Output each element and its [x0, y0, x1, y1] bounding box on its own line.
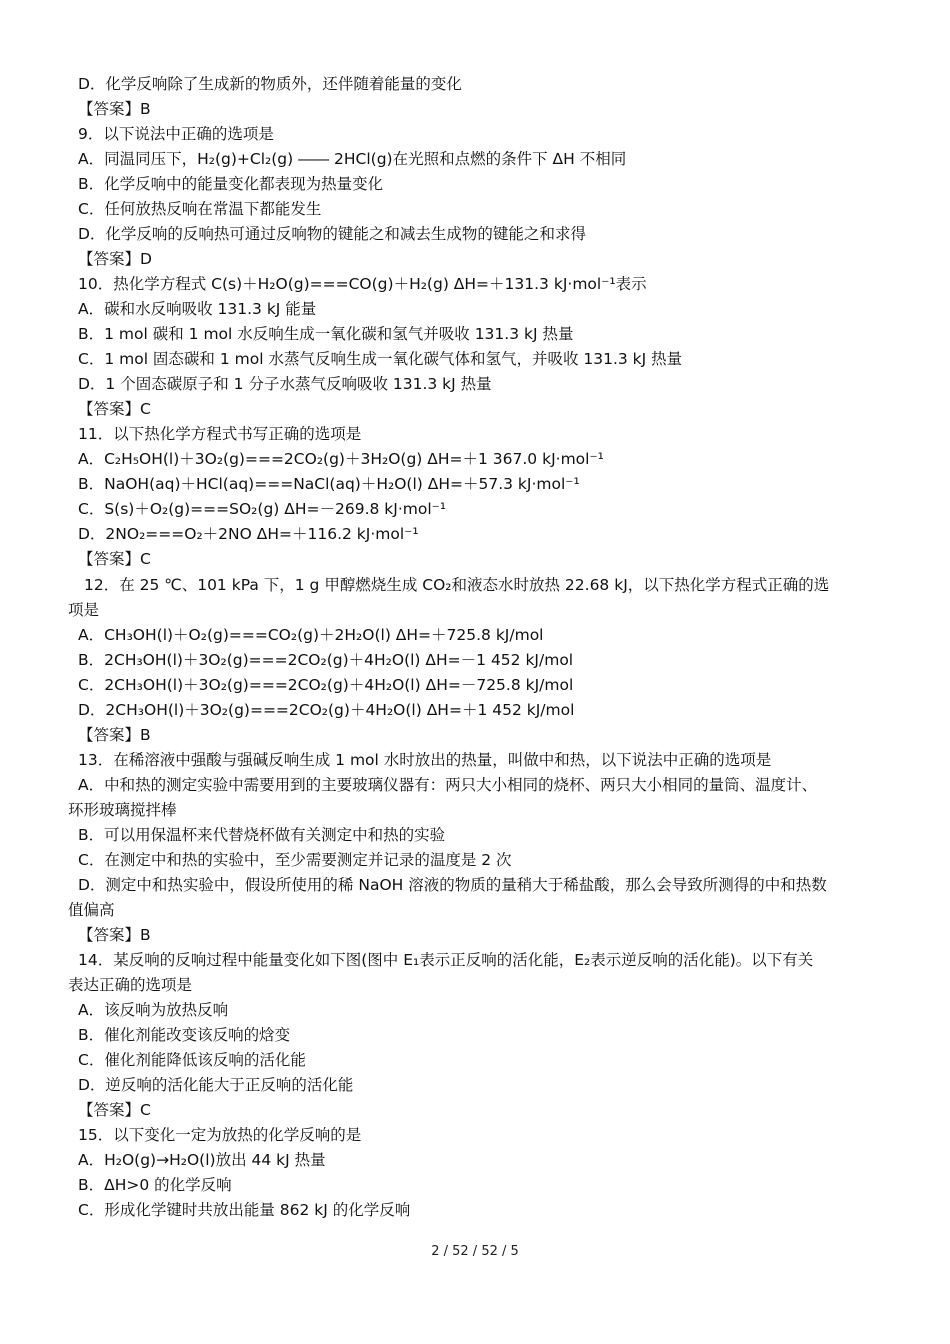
question-line: 10．热化学方程式 C(s)＋H₂O(g)===CO(g)＋H₂(g) ΔH=＋131.3 kJ·mol⁻¹表示 [78, 275, 647, 293]
option-line: C．催化剂能降低该反响的活化能 [78, 1051, 306, 1069]
option-line: C．2CH₃OH(l)＋3O₂(g)===2CO₂(g)＋4H₂O(l) ΔH=－725.8 kJ/mol [78, 676, 574, 694]
answer-line: 【答案】C [78, 400, 151, 418]
option-line: B．ΔH>0 的化学反响 [78, 1176, 232, 1194]
option-line: C．1 mol 固态碳和 1 mol 水蒸气反响生成一氧化碳气体和氢气，并吸收 131.3 kJ 热量 [78, 350, 683, 368]
option-line: D．化学反响的反响热可通过反响物的键能之和减去生成物的键能之和求得 [78, 225, 586, 243]
page-footer: 2 / 52 / 52 / 5 [431, 1244, 519, 1259]
question-line: 15．以下变化一定为放热的化学反响的是 [78, 1126, 362, 1144]
answer-line: 【答案】B [78, 100, 151, 118]
answer-line: 【答案】B [78, 726, 151, 744]
option-line: D．2CH₃OH(l)＋3O₂(g)===2CO₂(g)＋4H₂O(l) ΔH=＋1 452 kJ/mol [78, 701, 575, 719]
option-line: B．可以用保温杯来代替烧杯做有关测定中和热的实验 [78, 826, 446, 844]
question-line: 13．在稀溶液中强酸与强碱反响生成 1 mol 水时放出的热量，叫做中和热，以下说法中正确的选项是 [78, 751, 772, 769]
option-line: D．1 个固态碳原子和 1 分子水蒸气反响吸收 131.3 kJ 热量 [78, 375, 492, 393]
option-line-cont: 环形玻璃搅拌棒 [68, 801, 177, 819]
option-line-cont: 值偏高 [68, 901, 115, 919]
text-line: D．化学反响除了生成新的物质外，还伴随着能量的变化 [78, 75, 462, 93]
option-line: B．化学反响中的能量变化都表现为热量变化 [78, 175, 384, 193]
option-line: D．测定中和热实验中，假设所使用的稀 NaOH 溶液的物质的量稍大于稀盐酸，那么会导致所测得的中和热数 [78, 876, 827, 894]
option-line: C．在测定中和热的实验中，至少需要测定并记录的温度是 2 次 [78, 851, 512, 869]
option-line: A．C₂H₅OH(l)＋3O₂(g)===2CO₂(g)＋3H₂O(g) ΔH=＋1 367.0 kJ·mol⁻¹ [78, 450, 604, 468]
option-line: D．逆反响的活化能大于正反响的活化能 [78, 1076, 354, 1094]
question-line: 12．在 25 ℃、101 kPa 下，1 g 甲醇燃烧生成 CO₂和液态水时放热 22.68 kJ，以下热化学方程式正确的选 [84, 576, 830, 594]
answer-line: 【答案】B [78, 926, 151, 944]
option-line: D．2NO₂===O₂＋2NO ΔH=＋116.2 kJ·mol⁻¹ [78, 525, 419, 543]
option-line: B．NaOH(aq)＋HCl(aq)===NaCl(aq)＋H₂O(l) ΔH=＋57.3 kJ·mol⁻¹ [78, 475, 580, 493]
answer-line: 【答案】C [78, 550, 151, 568]
option-line: B．1 mol 碳和 1 mol 水反响生成一氧化碳和氢气并吸收 131.3 kJ 热量 [78, 325, 574, 343]
answer-line: 【答案】D [78, 250, 152, 268]
answer-line: 【答案】C [78, 1101, 151, 1119]
option-line: A．该反响为放热反响 [78, 1001, 229, 1019]
option-line: A．CH₃OH(l)＋O₂(g)===CO₂(g)＋2H₂O(l) ΔH=＋725.8 kJ/mol [78, 626, 544, 644]
question-line: 14．某反响的反响过程中能量变化如下图(图中 E₁表示正反响的活化能，E₂表示逆反响的活化能)。以下有关 [78, 951, 814, 969]
option-line: B．2CH₃OH(l)＋3O₂(g)===2CO₂(g)＋4H₂O(l) ΔH=－1 452 kJ/mol [78, 651, 574, 669]
option-line: A．同温同压下，H₂(g)+Cl₂(g) ―― 2HCl(g)在光照和点燃的条件下 ΔH 不相同 [78, 150, 627, 168]
option-line: A．碳和水反响吸收 131.3 kJ 能量 [78, 300, 317, 318]
question-line-cont: 表达正确的选项是 [68, 976, 193, 994]
option-line: A．中和热的测定实验中需要用到的主要玻璃仪器有：两只大小相同的烧杯、两只大小相同的量筒、温度计、 [78, 776, 818, 794]
option-line: A．H₂O(g)→H₂O(l)放出 44 kJ 热量 [78, 1151, 326, 1169]
question-line-cont: 项是 [68, 601, 100, 619]
question-line: 11．以下热化学方程式书写正确的选项是 [78, 425, 362, 443]
question-line: 9．以下说法中正确的选项是 [78, 125, 274, 143]
option-line: C．形成化学键时共放出能量 862 kJ 的化学反响 [78, 1201, 411, 1219]
option-line: C．任何放热反响在常温下都能发生 [78, 200, 322, 218]
option-line: B．催化剂能改变该反响的焓变 [78, 1026, 291, 1044]
option-line: C．S(s)＋O₂(g)===SO₂(g) ΔH=－269.8 kJ·mol⁻¹ [78, 500, 447, 518]
